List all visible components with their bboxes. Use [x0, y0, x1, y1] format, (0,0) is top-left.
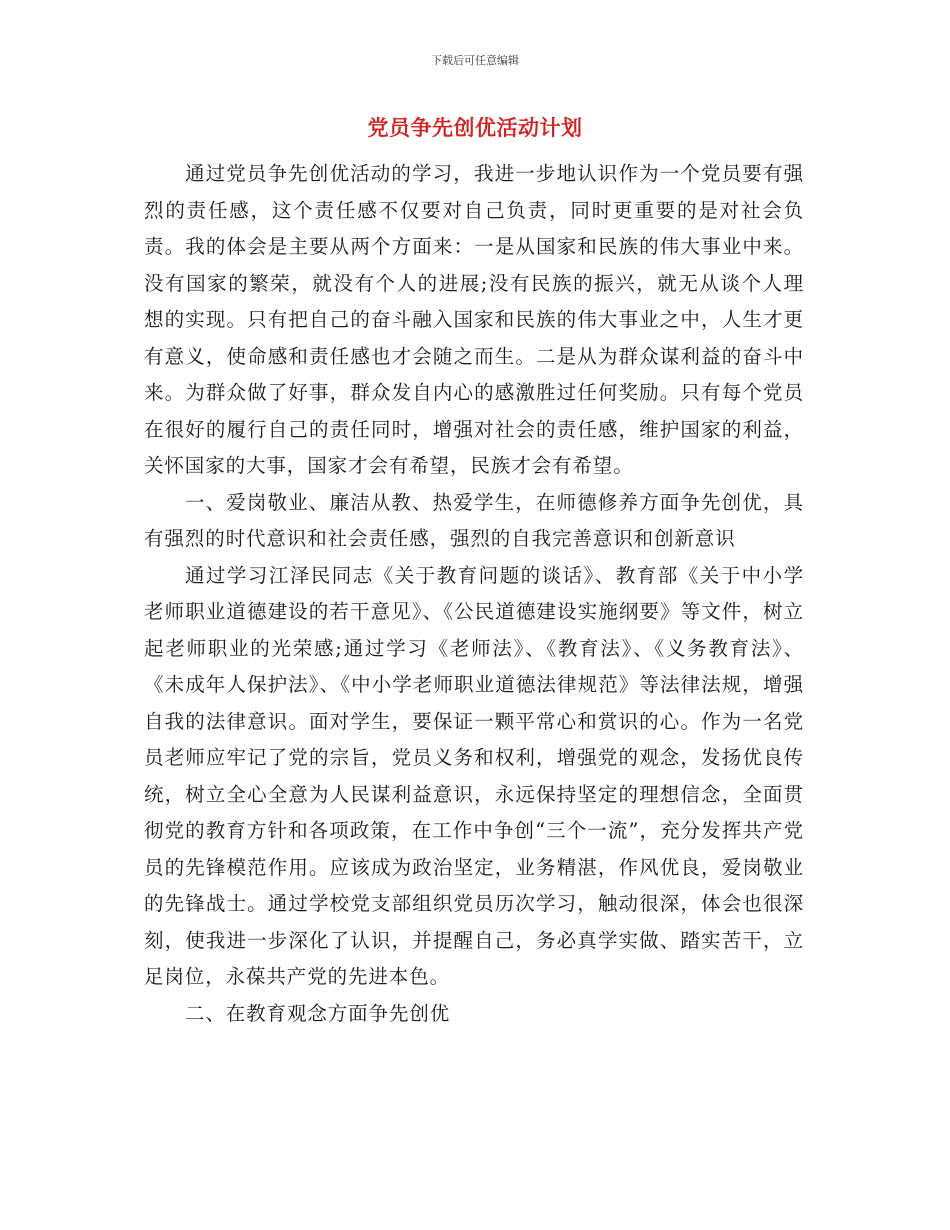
document-body [144, 156, 804, 1032]
paragraph-section-1: 通过学习江泽民同志《关于教育问题的谈话》、教育部《关于中小学老师职业道德建设的若干意见》、《公民道德建设实施纲要》等文件，树立起老师职业的光荣感;通过学习《老师法》、《教育法》、《义务教育法》、《未成年人保护法》、《中小学老师职业道德法律规范》等法律法规，增强自我的法律意识。面对学生，要保证一颗平常心和赏识的心。作为一名党员老师应牢记了党的宗旨，党员义务和权利，增强党的观念，发扬优良传统，树立全心全意为人民谋利益意识，永远保持坚定的理想信念，全面贯彻党的教育方针和各项政策，在工作中争创“三个一流”，充分发挥共产党员的先锋模范作用。应该成为政治坚定，业务精湛，作风优良，爱岗敬业的先锋战士。通过学校党支部组织党员历次学习，触动很深，体会也很深刻，使我进一步深化了认识，并提醒自己，务必真学实做、踏实苦干，立足岗位，永葆共产党的先进本色。 [144, 563, 804, 988]
document-title: 党员争先创优活动计划 [367, 115, 583, 140]
section-heading-1: 一、爱岗敬业、廉洁从教、热爱学生，在师德修养方面争先创优，具有强烈的时代意识和社会责任感，强烈的自我完善意识和创新意识 [144, 490, 804, 550]
section-heading-2: 二、在教育观念方面争先创优 [184, 1001, 451, 1025]
paragraph-intro: 通过党员争先创优活动的学习，我进一步地认识作为一个党员要有强烈的责任感，这个责任感不仅要对自己负责，同时更重要的是对社会负责。我的体会是主要从两个方面来：一是从国家和民族的伟大事业中来。没有国家的繁荣，就没有个人的进展;没有民族的振兴，就无从谈个人理想的实现。只有把自己的奋斗融入国家和民族的伟大事业之中，人生才更有意义，使命感和责任感也才会随之而生。二是从为群众谋利益的奋斗中来。为群众做了好事，群众发自内心的感激胜过任何奖励。只有每个党员在很好的履行自己的责任同时，增强对社会的责任感，维护国家的利益，关怀国家的大事，国家才会有希望，民族才会有希望。 [144, 162, 804, 477]
page-header-note: 下载后可任意编辑 [431, 54, 519, 67]
